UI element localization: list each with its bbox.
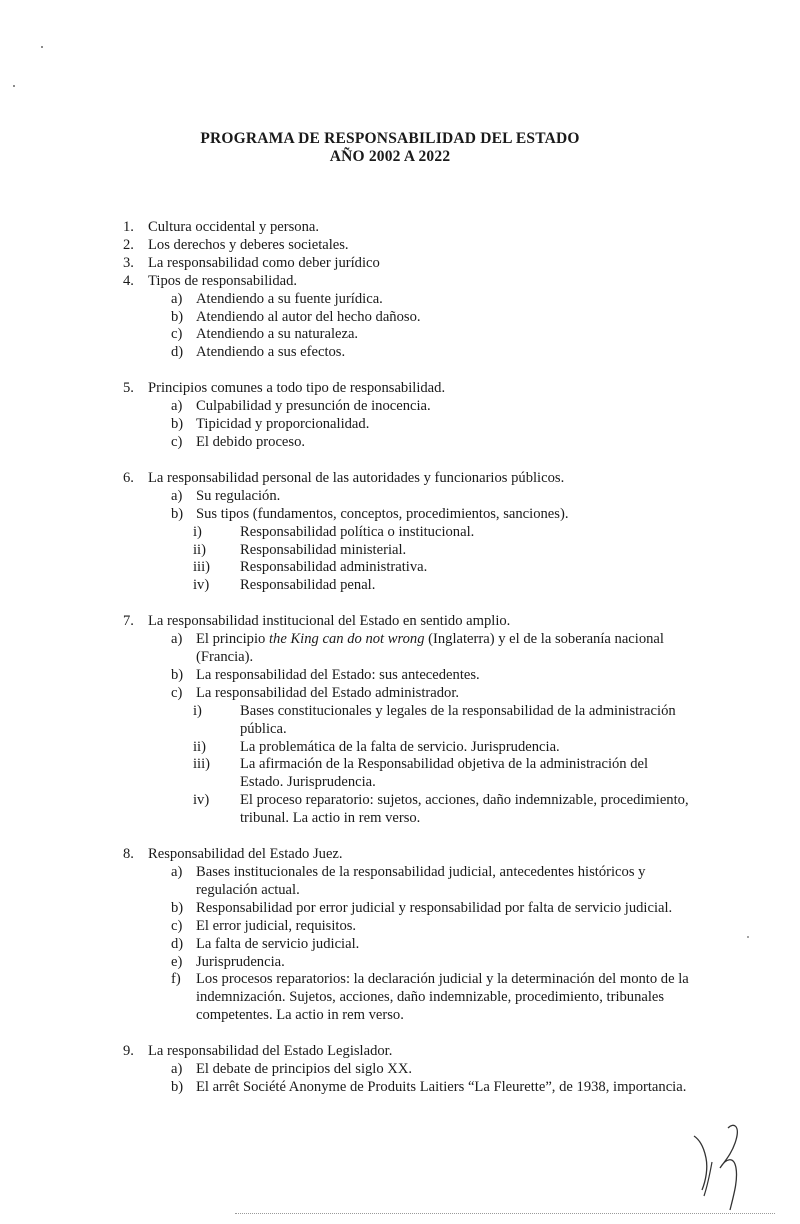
document-title: PROGRAMA DE RESPONSABILIDAD DEL ESTADO xyxy=(200,130,580,147)
subitem-text-after: (Inglaterra) y el de la soberanía nacional (Francia). xyxy=(196,631,664,666)
subitem-label: c) xyxy=(171,433,183,450)
subitem-text-italic: the King can do not wrong xyxy=(268,631,425,648)
subitem-label: b) xyxy=(171,416,184,433)
list-subitem xyxy=(123,506,693,524)
subitem-text: El error judicial, requisitos. xyxy=(196,917,357,934)
item-number: 3. xyxy=(123,254,134,271)
subsubitem-label: iv) xyxy=(193,577,210,594)
subitem-label: e) xyxy=(171,953,183,970)
subitem-text: Sus tipos (fundamentos, conceptos, procedimientos, sanciones). xyxy=(196,505,569,522)
item-text: La responsabilidad personal de las autoridades y funcionarios públicos. xyxy=(148,469,565,486)
program-outline xyxy=(123,219,693,1115)
list-subsubitem xyxy=(123,756,693,792)
list-item xyxy=(123,219,693,237)
item-number: 9. xyxy=(123,1043,134,1060)
list-subitem xyxy=(123,667,693,685)
subitem-label: b) xyxy=(171,1078,184,1095)
subsubitem-label: i) xyxy=(193,702,202,719)
list-item xyxy=(123,237,693,255)
subitem-label: b) xyxy=(171,899,184,916)
list-subitem xyxy=(123,291,693,309)
handwritten-signature xyxy=(690,1118,750,1213)
item-number: 4. xyxy=(123,272,134,289)
subitem-text: Los procesos reparatorios: la declaración judicial y la determinación del monto de la indemnización. Sujetos, acciones, daño indemnizable, procedimiento, tribunales competentes. La actio in rem verso. xyxy=(196,971,689,1024)
subitem-label: a) xyxy=(171,487,183,504)
item-text: La responsabilidad como deber jurídico xyxy=(148,254,380,271)
item-text: Tipos de responsabilidad. xyxy=(148,272,298,289)
item-text: Responsabilidad del Estado Juez. xyxy=(148,846,343,863)
list-item xyxy=(123,846,693,864)
subitem-text-before: El principio xyxy=(196,631,269,648)
subitem-text: Atendiendo a su naturaleza. xyxy=(196,326,359,343)
subitem-text: El arrêt Société Anonyme de Produits Laitiers “La Fleurette”, de 1938, importancia. xyxy=(196,1078,687,1095)
page-bottom-divider xyxy=(235,1213,775,1215)
subitem-label: c) xyxy=(171,326,183,343)
list-item xyxy=(123,273,693,291)
subsubitem-text: Responsabilidad política o institucional. xyxy=(240,523,475,540)
list-subsubitem xyxy=(123,542,693,560)
subsubitem-text: Responsabilidad ministerial. xyxy=(240,541,407,558)
subsubitem-label: iii) xyxy=(193,756,211,773)
subitem-label: d) xyxy=(171,935,184,952)
subsubitem-text: Responsabilidad penal. xyxy=(240,577,376,594)
list-item xyxy=(123,1043,693,1061)
list-subitem xyxy=(123,685,693,703)
subitem-label: a) xyxy=(171,290,183,307)
list-subitem xyxy=(123,971,693,1025)
subsubitem-label: i) xyxy=(193,523,202,540)
item-text: Principios comunes a todo tipo de responsabilidad. xyxy=(148,380,446,397)
subitem-label: c) xyxy=(171,684,183,701)
subitem-label: a) xyxy=(171,631,183,648)
list-subitem xyxy=(123,344,693,362)
subitem-label: b) xyxy=(171,308,184,325)
list-subsubitem xyxy=(123,739,693,757)
item-number: 2. xyxy=(123,236,134,253)
list-subitem xyxy=(123,1061,693,1079)
subitem-label: a) xyxy=(171,864,183,880)
item-number: 8. xyxy=(123,846,134,863)
subsubitem-label: iv) xyxy=(193,792,210,809)
subsubitem-text: La problemática de la falta de servicio. Jurisprudencia. xyxy=(240,738,560,755)
subitem-text: Bases institucionales de la responsabilidad judicial, antecedentes históricos y regulación actual. xyxy=(196,864,646,898)
subitem-label: c) xyxy=(171,917,183,934)
section-9 xyxy=(123,1043,693,1097)
section-6 xyxy=(123,470,693,595)
subitem-text: Su regulación. xyxy=(196,487,281,504)
subsubitem-text: La afirmación de la Responsabilidad objetiva de la administración del Estado. Jurisprudencia. xyxy=(240,756,649,791)
list-subsubitem xyxy=(123,524,693,542)
subitem-text: La responsabilidad del Estado administrador. xyxy=(196,684,460,701)
list-subsubitem xyxy=(123,559,693,577)
list-item xyxy=(123,470,693,488)
item-number: 7. xyxy=(123,613,134,630)
list-subitem xyxy=(123,416,693,434)
subitem-label: d) xyxy=(171,344,184,361)
subitem-label: a) xyxy=(171,398,183,415)
list-subitem xyxy=(123,398,693,416)
subitem-text: Tipicidad y proporcionalidad. xyxy=(196,416,370,433)
subsubitem-text: El proceso reparatorio: sujetos, acciones, daño indemnizable, procedimiento, tribunal. La actio in rem verso. xyxy=(240,792,689,827)
section-8 xyxy=(123,846,693,1025)
section-7 xyxy=(123,613,693,828)
subitem-text: Atendiendo a sus efectos. xyxy=(196,344,346,361)
list-subitem xyxy=(123,1079,693,1097)
subsubitem-label: ii) xyxy=(193,541,206,558)
subitem-text: El debido proceso. xyxy=(196,433,306,450)
subitem-text: El debate de principios del siglo XX. xyxy=(196,1061,413,1078)
item-text: La responsabilidad institucional del Estado en sentido amplio. xyxy=(148,613,511,630)
item-text: La responsabilidad del Estado Legislador. xyxy=(148,1043,393,1060)
list-subsubitem xyxy=(123,577,693,595)
item-number: 6. xyxy=(123,469,134,486)
subsubitem-label: ii) xyxy=(193,738,206,755)
item-number: 1. xyxy=(123,219,134,235)
section-5 xyxy=(123,380,693,452)
subitem-label: b) xyxy=(171,666,184,683)
list-subitem xyxy=(123,488,693,506)
list-subitem xyxy=(123,326,693,344)
subsubitem-text: Responsabilidad administrativa. xyxy=(240,559,428,576)
subitem-text: Atendiendo a su fuente jurídica. xyxy=(196,290,383,307)
subitem-text: Atendiendo al autor del hecho dañoso. xyxy=(196,308,421,325)
item-text: Cultura occidental y persona. xyxy=(148,219,320,235)
document-subtitle: AÑO 2002 A 2022 xyxy=(329,148,451,165)
list-item xyxy=(123,255,693,273)
subitem-label: b) xyxy=(171,505,184,522)
subitem-text: La responsabilidad del Estado: sus antecedentes. xyxy=(196,666,480,683)
subitem-label: a) xyxy=(171,1061,183,1078)
item-text: Los derechos y deberes societales. xyxy=(148,236,349,253)
list-subsubitem xyxy=(123,792,693,828)
list-subitem xyxy=(123,864,693,900)
subsubitem-label: iii) xyxy=(193,559,211,576)
section-group-1-4 xyxy=(123,219,693,362)
subsubitem-text: Bases constitucionales y legales de la responsabilidad de la administración pública. xyxy=(240,702,676,737)
subitem-text: Responsabilidad por error judicial y responsabilidad por falta de servicio judicial. xyxy=(196,899,673,916)
subitem-text: Culpabilidad y presunción de inocencia. xyxy=(196,398,431,415)
subitem-label: f) xyxy=(171,971,181,988)
item-number: 5. xyxy=(123,380,134,397)
list-subitem xyxy=(123,631,693,667)
list-subitem xyxy=(123,936,693,954)
list-subitem xyxy=(123,434,693,452)
list-subitem xyxy=(123,309,693,327)
list-subitem xyxy=(123,918,693,936)
list-subitem xyxy=(123,954,693,972)
list-subitem xyxy=(123,900,693,918)
subitem-text: La falta de servicio judicial. xyxy=(196,935,360,952)
list-subsubitem xyxy=(123,703,693,739)
list-item xyxy=(123,613,693,631)
subitem-text: Jurisprudencia. xyxy=(196,953,285,970)
list-item xyxy=(123,380,693,398)
